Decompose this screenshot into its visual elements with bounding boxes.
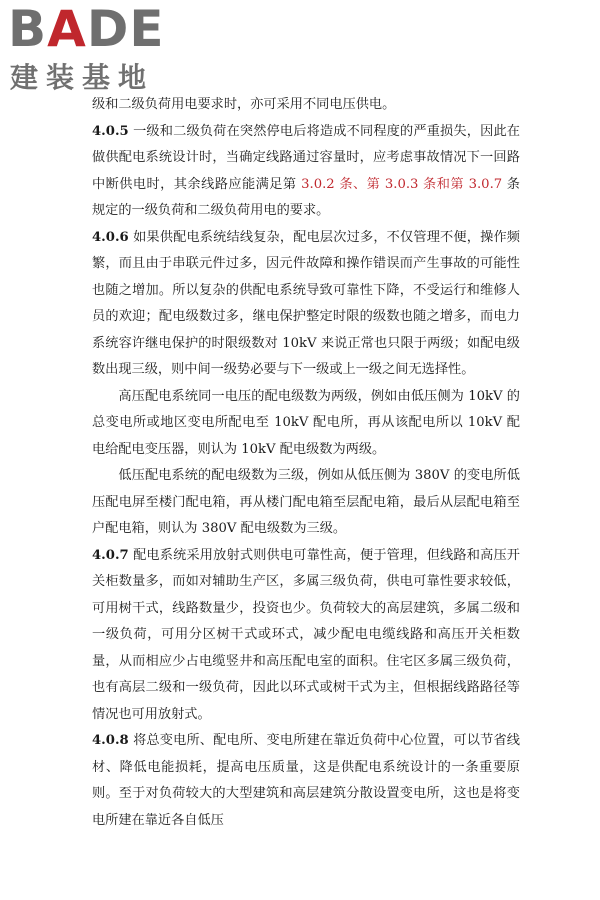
paragraph-text: 高压配电系统同一电压的配电级数为两级，例如由低压侧为 10kV 的总变电所或地区变电所配电至 10kV 配电所，再从该配电所以 10kV 配电给配电变压器，则认为 10kV 配电级数为两级。: [92, 388, 520, 457]
clause-4-0-5: [92, 119, 520, 225]
paragraph-high-voltage: [92, 384, 520, 464]
paragraph-text: 配电系统采用放射式则供电可靠性高，便于管理，但线路和高压开关柜数量多，而如对辅助生产区，多属三级负荷，供电可靠性要求较低，可用树干式，线路数量少，投资也少。负荷较大的高层建筑，多属二级和一级负荷，可用分区树干式或环式，减少配电电缆线路和高压开关柜数量，从而相应少占电缆竖井和高压配电室的面积。住宅区多属三级负荷，也有高层二级和一级负荷，因此以环式或树干式为主，但根据线路路径等情况也可用放射式。: [92, 547, 520, 722]
logo-letter-b: B: [8, 0, 48, 58]
paragraph-text: 一级和二级负荷在突然停电后将造成不同程度的严重损失，因此在做供配电系统设计时，当确定线路通过容量时，应考虑事故情况下一回路中断供电时，其余线路应能满足第: [92, 123, 520, 192]
clause-4-0-7: [92, 543, 520, 729]
paragraph-low-voltage: [92, 463, 520, 543]
logo-subtitle: 建装基地: [10, 61, 155, 94]
logo-letter-a: A: [47, 0, 87, 58]
clause-4-0-8: [92, 728, 520, 834]
paragraph-text: 低压配电系统的配电级数为三级，例如从低压侧为 380V 的变电所低压配电屏至楼门配电箱，再从楼门配电箱至层配电箱，最后从层配电箱至户配电箱，则认为 380V 配电级数为三级。: [92, 468, 520, 536]
paragraph-continuation: [92, 92, 520, 119]
clause-number: 4.0.7: [92, 547, 129, 563]
document-body: [92, 92, 520, 834]
paragraph-text: 级和二级负荷用电要求时，亦可采用不同电压供电。: [92, 97, 396, 112]
paragraph-text: 将总变电所、配电所、变电所建在靠近负荷中心位置，可以节省线材、降低电能损耗，提高电压质量，这是供配电系统设计的一条重要原则。至于对负荷较大的大型建筑和高层建筑分散设置变电所，这也是将变电所建在靠近各自低压: [92, 733, 520, 828]
clause-number: 4.0.8: [92, 733, 129, 748]
clause-number: 4.0.6: [92, 229, 129, 245]
logo-letters-de: DE: [86, 0, 165, 58]
clause-4-0-6: [92, 225, 520, 384]
logo: [8, 0, 178, 96]
logo-wordmark: [8, 0, 165, 58]
clause-number: 4.0.5: [92, 123, 129, 139]
paragraph-text: 如果供配电系统结线复杂，配电层次过多，不仅管理不便，操作频繁，而且由于串联元件过多，因元件故障和操作错误而产生事故的可能性也随之增加。所以复杂的供配电系统导致可靠性下降，不受运行和维修人员的欢迎；配电级数过多，继电保护整定时限的级数也随之增多，而电力系统容许继电保护的时限级数对 10kV 来说正常也只限于两级；如配电级数出现三级，则中间一级势必要与下一级或上一级之间无选择性。: [92, 229, 520, 377]
clause-reference-link[interactable]: 3.0.2 条、第 3.0.3 条和第 3.0.7: [301, 176, 503, 192]
paragraph-text: 条规定的一级负荷和二级负荷用电的要求。: [92, 176, 520, 218]
